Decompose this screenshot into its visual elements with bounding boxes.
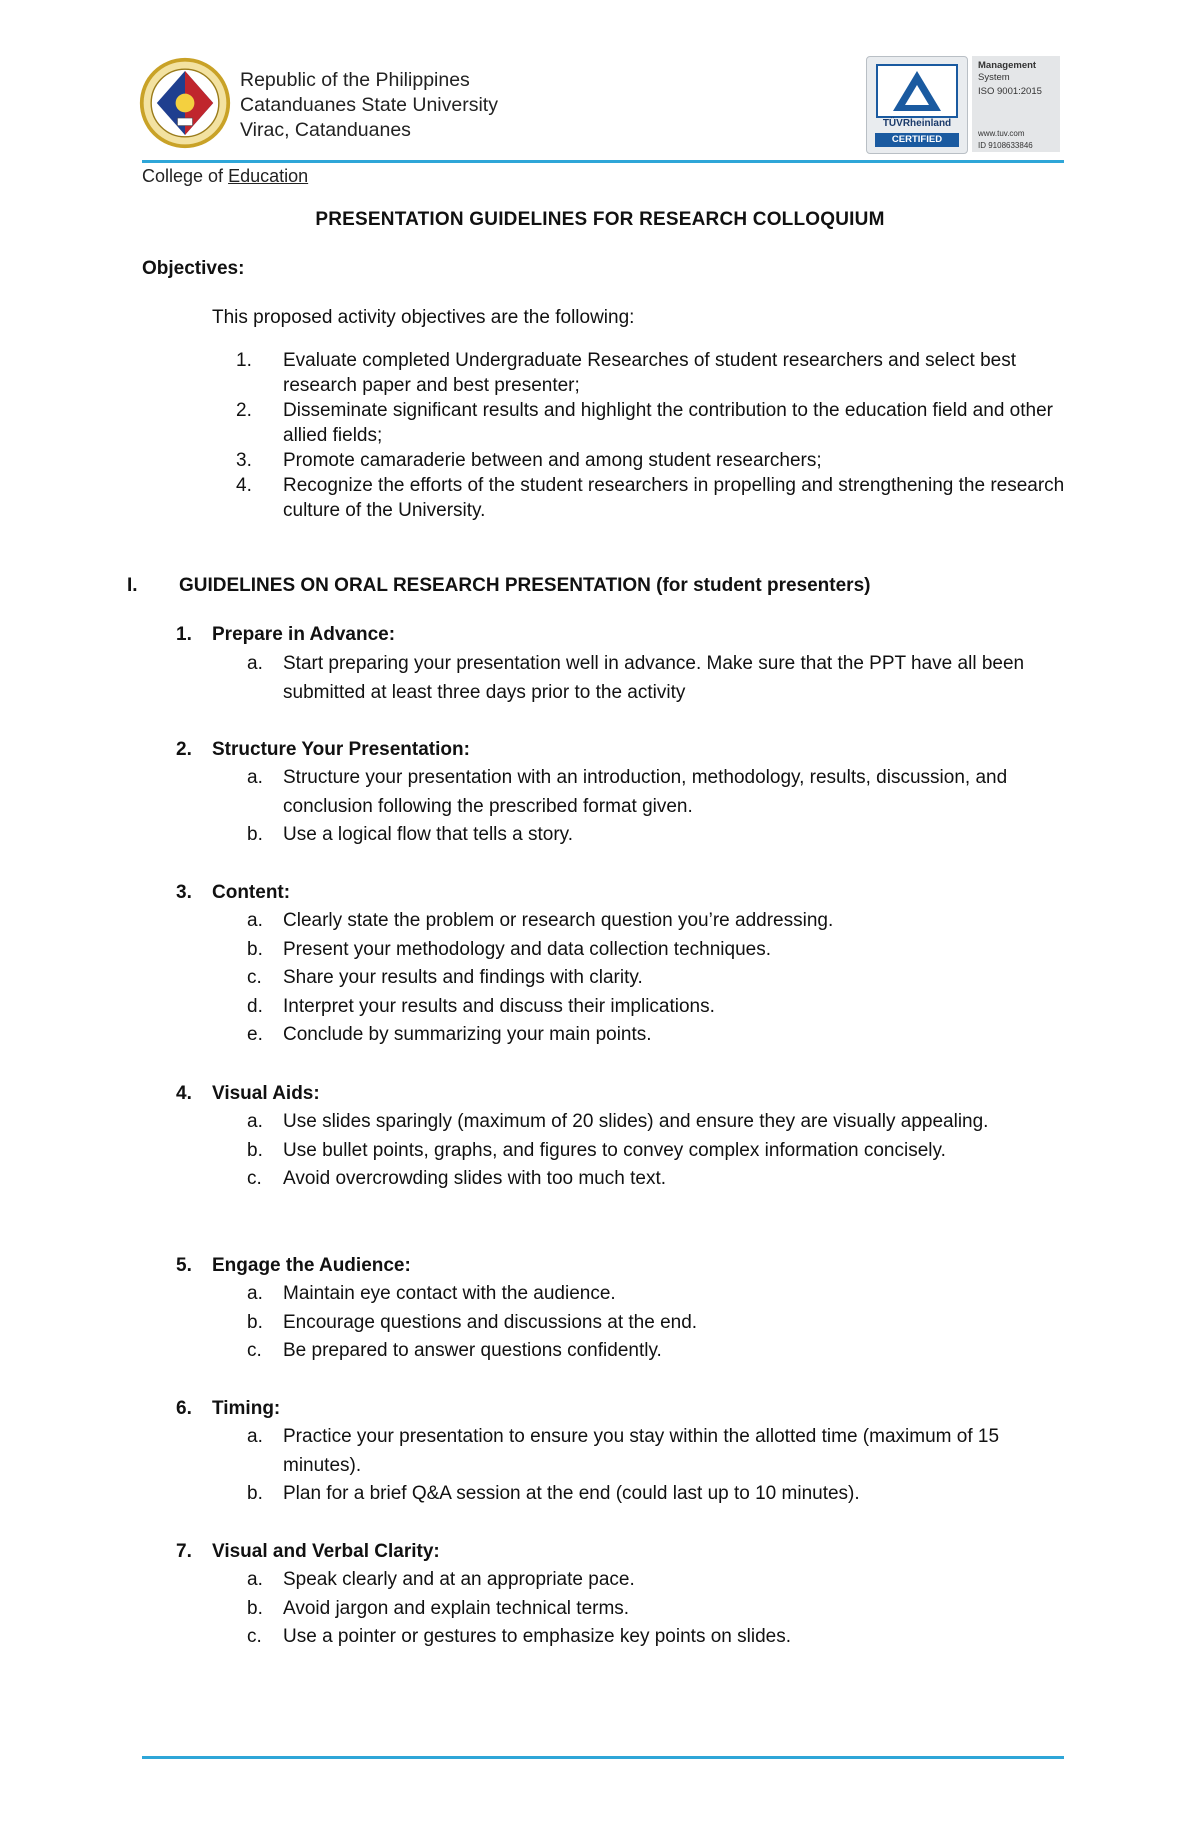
item-text: Be prepared to answer questions confidently. <box>283 1340 662 1361</box>
section-heading <box>127 575 870 597</box>
list-item <box>176 1309 1066 1338</box>
subsection-heading <box>176 1538 1066 1566</box>
list-item <box>176 993 1066 1022</box>
subsection-structure <box>176 736 1066 850</box>
list-item <box>176 1566 1066 1595</box>
subsection-title: Visual Aids: <box>212 1083 320 1104</box>
subsection-title: Visual and Verbal Clarity: <box>212 1541 440 1562</box>
item-letter: a. <box>247 1569 263 1590</box>
list-item <box>176 764 1066 821</box>
item-text: Practice your presentation to ensure you stay within the allotted time (maximum of 15 minutes). <box>283 1426 1000 1476</box>
objective-number: 2. <box>236 400 252 421</box>
list-item <box>176 907 1066 936</box>
subsection-engage-audience <box>176 1252 1066 1366</box>
cert-line-1: Management <box>978 60 1037 71</box>
objective-text: Recognize the efforts of the student researchers in propelling and strengthening the research culture of the University. <box>283 475 1065 521</box>
college-prefix: College of <box>142 166 224 186</box>
item-letter: b. <box>247 938 263 960</box>
item-letter: b. <box>247 1483 263 1504</box>
subsection-prepare <box>176 621 1066 707</box>
objective-text: Disseminate significant results and highlight the contribution to the education field and other allied fields; <box>283 400 1053 446</box>
item-letter: a. <box>247 653 263 674</box>
subsection-title: Engage the Audience: <box>212 1255 411 1276</box>
subsection-number: 5. <box>176 1255 192 1276</box>
cert-line-2: System <box>978 72 1010 83</box>
header-divider <box>142 160 1064 163</box>
footer-divider <box>142 1756 1064 1759</box>
header-line-location: Virac, Catanduanes <box>240 119 411 141</box>
subsection-title: Content: <box>212 882 291 903</box>
list-item <box>176 1423 1066 1480</box>
cert-label: CERTIFIED <box>891 134 943 145</box>
item-letter: b. <box>247 1311 263 1333</box>
objective-text: Evaluate completed Undergraduate Researches of student researchers and select best research paper and best presenter; <box>283 350 1016 396</box>
subsection-number: 4. <box>176 1083 192 1104</box>
objective-item <box>236 448 1066 473</box>
subsection-number: 7. <box>176 1541 192 1562</box>
subsection-heading <box>176 1252 1066 1280</box>
header-line-university: Catanduanes State University <box>240 94 498 116</box>
item-text: Avoid jargon and explain technical terms. <box>283 1597 630 1619</box>
university-seal-logo <box>138 56 232 150</box>
iso-certification-badge <box>866 56 1060 154</box>
item-text: Share your results and findings with clarity. <box>283 967 643 988</box>
list-item <box>176 1280 1066 1309</box>
objective-number: 4. <box>236 475 252 496</box>
subsection-timing <box>176 1395 1066 1509</box>
item-letter: d. <box>247 995 263 1017</box>
subsection-number: 1. <box>176 624 192 645</box>
list-item <box>176 1108 1066 1137</box>
item-letter: b. <box>247 1139 263 1161</box>
subsection-title: Timing: <box>212 1398 281 1419</box>
item-text: Interpret your results and discuss their implications. <box>283 995 715 1017</box>
subsection-clarity <box>176 1538 1066 1652</box>
college-line <box>142 166 308 187</box>
item-letter: e. <box>247 1024 263 1045</box>
objective-item <box>236 398 1066 448</box>
item-text: Speak clearly and at an appropriate pace. <box>283 1569 635 1590</box>
section-number: I. <box>127 575 138 596</box>
subsection-title: Structure Your Presentation: <box>212 739 470 760</box>
item-letter: c. <box>247 1626 262 1647</box>
list-item <box>176 1021 1066 1050</box>
objective-item <box>236 348 1066 398</box>
subsection-heading <box>176 1395 1066 1423</box>
subsection-number: 2. <box>176 739 192 760</box>
item-text: Use a pointer or gestures to emphasize key points on slides. <box>283 1626 791 1647</box>
item-text: Use a logical flow that tells a story. <box>283 824 574 845</box>
item-letter: b. <box>247 824 263 845</box>
item-letter: c. <box>247 967 262 988</box>
item-letter: b. <box>247 1597 263 1619</box>
subsection-number: 6. <box>176 1398 192 1419</box>
subsection-heading <box>176 736 1066 764</box>
subsection-title: Prepare in Advance: <box>212 624 396 645</box>
objectives-list <box>236 348 1066 523</box>
item-text: Clearly state the problem or research question you’re addressing. <box>283 910 834 931</box>
item-text: Conclude by summarizing your main points. <box>283 1024 652 1045</box>
item-text: Present your methodology and data collection techniques. <box>283 938 771 960</box>
list-item <box>176 964 1066 993</box>
cert-brand: TÜVRheinland <box>882 118 952 129</box>
objective-number: 1. <box>236 350 252 371</box>
cert-line-5: ID 9108633846 <box>978 141 1033 150</box>
list-item <box>176 1623 1066 1652</box>
list-item <box>176 1165 1066 1194</box>
objective-item <box>236 473 1066 523</box>
list-item <box>176 1480 1066 1509</box>
item-text: Structure your presentation with an introduction, methodology, results, discussion, and conclusion following the prescribed format given. <box>283 767 1008 817</box>
subsection-heading <box>176 621 1066 649</box>
university-address <box>240 68 498 143</box>
cert-details <box>972 56 1060 152</box>
header-line-country: Republic of the Philippines <box>240 69 470 91</box>
section-title: GUIDELINES ON ORAL RESEARCH PRESENTATION (for student presenters) <box>179 575 871 596</box>
college-name: Education <box>228 166 309 186</box>
item-text: Plan for a brief Q&A session at the end (could last up to 10 minutes). <box>283 1483 860 1504</box>
list-item <box>176 649 1066 707</box>
list-item <box>176 821 1066 850</box>
objective-number: 3. <box>236 450 252 471</box>
item-text: Maintain eye contact with the audience. <box>283 1283 616 1304</box>
item-letter: a. <box>247 910 263 931</box>
item-letter: c. <box>247 1168 262 1189</box>
item-letter: c. <box>247 1340 262 1361</box>
item-text: Use bullet points, graphs, and figures to convey complex information concisely. <box>283 1139 946 1161</box>
objective-text: Promote camaraderie between and among student researchers; <box>283 450 822 471</box>
subsection-number: 3. <box>176 882 192 903</box>
subsection-visual-aids <box>176 1080 1066 1194</box>
page-title: PRESENTATION GUIDELINES FOR RESEARCH COLLOQUIUM <box>315 209 885 230</box>
tuv-logo <box>866 56 968 154</box>
item-text: Encourage questions and discussions at the end. <box>283 1311 698 1333</box>
objectives-heading: Objectives: <box>142 258 245 279</box>
item-text: Start preparing your presentation well in advance. Make sure that the PPT have all been submitted at least three days prior to the activity <box>283 653 1025 703</box>
cert-line-3: ISO 9001:2015 <box>978 86 1042 97</box>
subsection-heading <box>176 1080 1066 1108</box>
list-item <box>176 936 1066 965</box>
item-text: Use slides sparingly (maximum of 20 slides) and ensure they are visually appealing. <box>283 1111 989 1132</box>
cert-line-4: www.tuv.com <box>978 129 1025 138</box>
list-item <box>176 1337 1066 1366</box>
item-text: Avoid overcrowding slides with too much text. <box>283 1168 666 1189</box>
item-letter: a. <box>247 1111 263 1132</box>
item-letter: a. <box>247 1426 263 1447</box>
item-letter: a. <box>247 1283 263 1304</box>
list-item <box>176 1137 1066 1166</box>
objectives-intro: This proposed activity objectives are the following: <box>212 307 635 328</box>
subsection-content <box>176 879 1066 1050</box>
subsection-heading <box>176 879 1066 907</box>
item-letter: a. <box>247 767 263 788</box>
list-item <box>176 1595 1066 1624</box>
